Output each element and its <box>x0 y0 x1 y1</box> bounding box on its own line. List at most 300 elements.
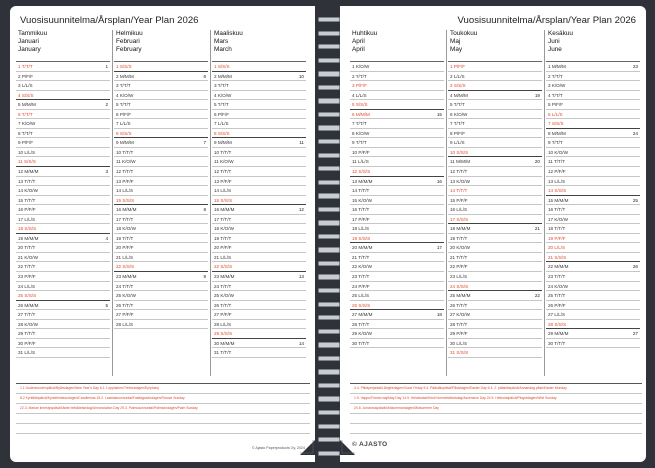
week-number: 10 <box>298 73 304 79</box>
column-divider <box>210 30 211 376</box>
day-row[interactable] <box>16 234 110 244</box>
day-label: 4 M/M/M <box>450 92 468 98</box>
day-label: 12 M/M/M <box>18 169 39 175</box>
month-name-sv: April <box>352 38 365 45</box>
month-header <box>546 30 640 62</box>
day-row[interactable] <box>350 177 444 187</box>
day-row[interactable] <box>448 205 542 215</box>
day-label: 14 L/L/S <box>116 188 134 194</box>
day-row[interactable] <box>16 205 110 215</box>
day-row[interactable] <box>546 186 640 196</box>
holiday-note-line <box>350 424 642 434</box>
month-name-sv: Maj <box>450 38 461 45</box>
day-row[interactable] <box>546 81 640 91</box>
day-row[interactable] <box>448 272 542 282</box>
month-name-fi: Kesäkuu <box>548 30 573 37</box>
day-row[interactable] <box>546 177 640 187</box>
day-row[interactable] <box>114 81 208 91</box>
holiday-note-line <box>16 414 310 424</box>
day-row[interactable] <box>546 215 640 225</box>
day-row[interactable] <box>16 167 110 177</box>
day-label: 24 T/T/T <box>214 283 232 289</box>
day-row[interactable] <box>546 100 640 110</box>
day-row[interactable] <box>448 129 542 139</box>
binding-ring <box>318 125 340 130</box>
day-label: 2 M/M/M <box>214 73 232 79</box>
day-row[interactable] <box>114 310 208 320</box>
day-row[interactable] <box>350 110 444 120</box>
month-name-fi: Tammikuu <box>18 30 48 37</box>
day-label: 7 L/L/S <box>116 121 131 127</box>
day-row[interactable] <box>114 138 208 148</box>
day-row[interactable] <box>114 119 208 129</box>
week-number: 18 <box>436 312 442 318</box>
day-row[interactable] <box>448 329 542 339</box>
day-row[interactable] <box>16 119 110 129</box>
day-row[interactable] <box>350 339 444 349</box>
day-label: 30 M/M/M <box>214 340 235 346</box>
binding-ring <box>318 342 340 347</box>
day-label: 20 M/M/M <box>352 245 373 251</box>
day-row[interactable] <box>114 186 208 196</box>
day-row[interactable] <box>114 215 208 225</box>
holiday-note-line: 20.6. Juhannuspäivä/Midsommardagen/Midsummer Day <box>350 404 642 414</box>
day-row[interactable] <box>114 100 208 110</box>
day-row[interactable] <box>350 148 444 158</box>
day-row[interactable] <box>546 62 640 72</box>
day-row[interactable] <box>448 253 542 263</box>
day-row[interactable] <box>546 196 640 206</box>
day-row[interactable] <box>448 262 542 272</box>
day-row[interactable] <box>350 81 444 91</box>
binding-ring <box>318 383 340 388</box>
day-row[interactable] <box>114 110 208 120</box>
day-row[interactable] <box>212 262 306 272</box>
day-row[interactable] <box>16 243 110 253</box>
day-row[interactable] <box>546 329 640 339</box>
day-label: 8 P/F/F <box>450 130 466 136</box>
binding-ring <box>318 44 340 49</box>
day-label: 7 T/T/T <box>450 121 465 127</box>
week-number: 11 <box>299 140 304 146</box>
day-row[interactable] <box>546 339 640 349</box>
day-row[interactable] <box>114 320 208 330</box>
day-row[interactable] <box>212 129 306 139</box>
binding-ring <box>318 180 340 185</box>
day-row[interactable] <box>350 272 444 282</box>
day-row[interactable] <box>448 310 542 320</box>
day-row[interactable] <box>212 291 306 301</box>
day-row[interactable] <box>350 91 444 101</box>
day-label: 5 M/M/M <box>18 102 36 108</box>
day-label: 21 T/T/T <box>450 254 468 260</box>
day-row[interactable] <box>212 282 306 292</box>
day-row[interactable] <box>212 100 306 110</box>
day-row[interactable] <box>448 177 542 187</box>
day-row[interactable] <box>546 72 640 82</box>
binding-ring <box>318 329 340 334</box>
day-label: 9 M/M/M <box>214 140 232 146</box>
day-row[interactable] <box>546 167 640 177</box>
day-row[interactable] <box>114 72 208 82</box>
binding-ring <box>318 153 340 158</box>
day-row[interactable] <box>350 129 444 139</box>
day-label: 25 S/S/S <box>18 293 37 299</box>
day-label: 27 M/M/M <box>352 312 373 318</box>
day-row[interactable] <box>448 348 542 358</box>
day-label: 23 L/L/S <box>450 274 468 280</box>
binding-ring <box>318 31 340 36</box>
column-divider <box>544 30 545 376</box>
holiday-note-line: 1.1 Uudenvuodenpäivä/Nyårsdagen/New Year's Day 6.1. Loppiainen/Trettondagen/Epiphany <box>16 384 310 394</box>
binding-ring <box>318 396 340 401</box>
day-label: 8 T/T/T <box>18 130 33 136</box>
day-row[interactable] <box>114 243 208 253</box>
day-label: 25 T/T/T <box>548 293 566 299</box>
day-row[interactable] <box>114 167 208 177</box>
day-row[interactable] <box>114 91 208 101</box>
day-label: 1 P/F/F <box>450 64 466 69</box>
day-label: 4 K/O/W <box>116 92 134 98</box>
day-label: 19 T/T/T <box>214 235 232 241</box>
day-label: 6 M/M/M <box>352 111 370 117</box>
ajasto-logo: © AJASTO <box>352 441 388 448</box>
day-row[interactable] <box>448 224 542 234</box>
day-row[interactable] <box>16 272 110 282</box>
day-row[interactable] <box>212 138 306 148</box>
day-label: 11 S/S/S <box>18 159 36 165</box>
day-row[interactable] <box>448 301 542 311</box>
day-row[interactable] <box>448 81 542 91</box>
day-row[interactable] <box>546 91 640 101</box>
day-row[interactable] <box>448 167 542 177</box>
day-label: 10 L/L/S <box>18 149 36 155</box>
day-label: 27 P/F/F <box>116 312 134 318</box>
day-row[interactable] <box>546 301 640 311</box>
day-row[interactable] <box>350 157 444 167</box>
week-number: 25 <box>632 197 638 203</box>
day-label: 15 T/T/T <box>18 197 36 203</box>
binding-ring <box>318 98 340 103</box>
day-row[interactable] <box>546 291 640 301</box>
day-row[interactable] <box>212 186 306 196</box>
day-row[interactable] <box>212 339 306 349</box>
day-row[interactable] <box>448 215 542 225</box>
day-row[interactable] <box>16 110 110 120</box>
day-row[interactable] <box>16 215 110 225</box>
day-row[interactable] <box>546 310 640 320</box>
day-row[interactable] <box>448 138 542 148</box>
day-label: 6 P/F/F <box>214 111 230 117</box>
day-label: 2 T/T/T <box>352 73 367 79</box>
month-name-fi: Helmikuu <box>116 30 143 37</box>
day-label: 12 T/T/T <box>116 169 134 175</box>
week-number: 8 <box>203 207 206 213</box>
day-label: 14 T/T/T <box>352 188 370 194</box>
binding-ring <box>318 451 340 456</box>
day-row[interactable] <box>546 129 640 139</box>
column-divider <box>112 30 113 376</box>
day-row[interactable] <box>16 157 110 167</box>
day-row[interactable] <box>114 205 208 215</box>
month-header <box>350 30 444 62</box>
day-row[interactable] <box>16 100 110 110</box>
day-row[interactable] <box>546 110 640 120</box>
day-row[interactable] <box>448 62 542 72</box>
day-row[interactable] <box>114 196 208 206</box>
day-row[interactable] <box>114 177 208 187</box>
day-row[interactable] <box>114 301 208 311</box>
day-row[interactable] <box>212 348 306 358</box>
day-row[interactable] <box>350 196 444 206</box>
day-label: 26 T/T/T <box>116 302 134 308</box>
day-row[interactable] <box>16 72 110 82</box>
day-row[interactable] <box>212 272 306 282</box>
day-row[interactable] <box>16 310 110 320</box>
day-row[interactable] <box>114 253 208 263</box>
day-row[interactable] <box>16 129 110 139</box>
day-row[interactable] <box>16 196 110 206</box>
day-row[interactable] <box>448 100 542 110</box>
day-label: 6 L/L/S <box>548 111 563 117</box>
day-row[interactable] <box>114 272 208 282</box>
day-row[interactable] <box>212 215 306 225</box>
day-row[interactable] <box>212 91 306 101</box>
day-row[interactable] <box>448 291 542 301</box>
day-label: 18 M/M/M <box>450 226 471 232</box>
day-row[interactable] <box>546 119 640 129</box>
day-row[interactable] <box>16 81 110 91</box>
day-row[interactable] <box>114 262 208 272</box>
day-label: 21 L/L/S <box>214 254 232 260</box>
month-name-en: April <box>352 46 365 53</box>
day-label: 19 M/M/M <box>18 235 39 241</box>
day-label: 4 L/L/S <box>352 92 367 98</box>
day-row[interactable] <box>16 253 110 263</box>
day-row[interactable] <box>16 177 110 187</box>
binding-ring <box>318 193 340 198</box>
day-row[interactable] <box>546 282 640 292</box>
spiral-binding <box>315 6 340 462</box>
day-label: 25 L/L/S <box>352 293 370 299</box>
day-label: 27 K/O/W <box>450 312 470 318</box>
month-header <box>212 30 306 62</box>
day-row[interactable] <box>16 339 110 349</box>
day-row[interactable] <box>16 62 110 72</box>
day-row[interactable] <box>350 72 444 82</box>
day-row[interactable] <box>448 282 542 292</box>
day-row[interactable] <box>448 119 542 129</box>
day-row[interactable] <box>350 205 444 215</box>
day-label: 20 P/F/F <box>116 245 134 251</box>
day-row[interactable] <box>546 262 640 272</box>
day-row[interactable] <box>16 224 110 234</box>
day-label: 3 K/O/W <box>548 83 566 89</box>
day-row[interactable] <box>114 129 208 139</box>
day-row[interactable] <box>350 167 444 177</box>
day-row[interactable] <box>350 253 444 263</box>
day-row[interactable] <box>448 148 542 158</box>
day-label: 3 P/F/F <box>352 83 368 89</box>
day-label: 26 T/T/T <box>450 302 468 308</box>
day-row[interactable] <box>212 157 306 167</box>
day-label: 3 T/T/T <box>116 83 131 89</box>
day-row[interactable] <box>448 234 542 244</box>
day-row[interactable] <box>114 157 208 167</box>
binding-ring <box>318 410 340 415</box>
day-row[interactable] <box>546 224 640 234</box>
day-row[interactable] <box>212 243 306 253</box>
day-label: 23 T/T/T <box>352 274 370 280</box>
day-row[interactable] <box>448 91 542 101</box>
day-row[interactable] <box>16 291 110 301</box>
week-number: 23 <box>632 64 638 69</box>
day-row[interactable] <box>16 320 110 330</box>
day-row[interactable] <box>212 329 306 339</box>
day-row[interactable] <box>350 119 444 129</box>
day-row[interactable] <box>212 110 306 120</box>
day-label: 30 T/T/T <box>548 340 566 346</box>
day-row[interactable] <box>212 253 306 263</box>
day-row[interactable] <box>114 291 208 301</box>
binding-ring <box>318 247 340 252</box>
day-label: 19 S/S/S <box>352 235 371 241</box>
day-row[interactable] <box>350 138 444 148</box>
day-row[interactable] <box>212 148 306 158</box>
day-row[interactable] <box>212 320 306 330</box>
day-row[interactable] <box>448 72 542 82</box>
day-row[interactable] <box>114 224 208 234</box>
day-label: 3 L/L/S <box>18 83 33 89</box>
day-row[interactable] <box>350 301 444 311</box>
binding-ring <box>318 71 340 76</box>
day-row[interactable] <box>546 253 640 263</box>
day-row[interactable] <box>350 186 444 196</box>
day-row[interactable] <box>448 157 542 167</box>
day-row[interactable] <box>212 167 306 177</box>
day-label: 25 K/O/W <box>214 293 234 299</box>
copyright-text: © Ajasto Paperproducts Oy, 2024 <box>251 446 305 450</box>
day-row[interactable] <box>16 148 110 158</box>
day-row[interactable] <box>212 119 306 129</box>
day-label: 9 T/T/T <box>352 140 367 146</box>
day-label: 21 K/O/W <box>18 254 38 260</box>
day-label: 25 M/M/M <box>450 293 471 299</box>
day-row[interactable] <box>350 243 444 253</box>
day-row[interactable] <box>350 262 444 272</box>
day-row[interactable] <box>212 72 306 82</box>
day-row[interactable] <box>350 224 444 234</box>
day-row[interactable] <box>546 234 640 244</box>
binding-ring <box>318 437 340 442</box>
day-label: 28 T/T/T <box>352 321 370 327</box>
day-row[interactable] <box>114 148 208 158</box>
day-row[interactable] <box>16 262 110 272</box>
day-row[interactable] <box>546 243 640 253</box>
day-label: 24 T/T/T <box>116 283 134 289</box>
day-row[interactable] <box>350 291 444 301</box>
day-row[interactable] <box>16 348 110 358</box>
day-label: 26 M/M/M <box>18 302 39 308</box>
day-row[interactable] <box>350 215 444 225</box>
day-row[interactable] <box>16 138 110 148</box>
day-row[interactable] <box>16 186 110 196</box>
day-row[interactable] <box>546 138 640 148</box>
day-row[interactable] <box>212 62 306 72</box>
day-label: 1 T/T/T <box>18 64 33 69</box>
day-row[interactable] <box>350 310 444 320</box>
day-row[interactable] <box>350 282 444 292</box>
day-row[interactable] <box>546 157 640 167</box>
day-label: 13 M/M/M <box>352 178 373 184</box>
day-label: 9 L/L/S <box>450 140 465 146</box>
day-row[interactable] <box>212 177 306 187</box>
day-label: 22 S/S/S <box>116 264 135 270</box>
day-row[interactable] <box>114 282 208 292</box>
day-label: 20 T/T/T <box>18 245 36 251</box>
day-label: 8 K/O/W <box>352 130 370 136</box>
day-label: 5 S/S/S <box>352 102 368 108</box>
day-row[interactable] <box>448 339 542 349</box>
day-label: 6 P/F/F <box>116 111 132 117</box>
day-row[interactable] <box>350 100 444 110</box>
day-row[interactable] <box>16 329 110 339</box>
day-row[interactable] <box>546 205 640 215</box>
day-label: 6 K/O/W <box>450 111 468 117</box>
day-row[interactable] <box>114 62 208 72</box>
day-row[interactable] <box>212 234 306 244</box>
day-label: 13 P/F/F <box>116 178 134 184</box>
day-label: 11 M/M/M <box>450 159 471 165</box>
day-row[interactable] <box>350 234 444 244</box>
day-row[interactable] <box>212 81 306 91</box>
day-row[interactable] <box>114 234 208 244</box>
day-label: 24 P/F/F <box>352 283 370 289</box>
day-row[interactable] <box>350 320 444 330</box>
day-label: 10 S/S/S <box>450 149 469 155</box>
day-row[interactable] <box>448 243 542 253</box>
day-row[interactable] <box>212 224 306 234</box>
day-row[interactable] <box>448 110 542 120</box>
month-name-sv: Juni <box>548 38 560 45</box>
left-page-title: Vuosisuunnitelma/Årsplan/Year Plan 2026 <box>20 15 199 26</box>
day-row[interactable] <box>212 301 306 311</box>
day-row[interactable] <box>448 186 542 196</box>
day-row[interactable] <box>16 91 110 101</box>
day-label: 8 S/S/S <box>214 130 230 136</box>
day-label: 24 K/O/W <box>548 283 568 289</box>
day-row[interactable] <box>16 282 110 292</box>
day-row[interactable] <box>16 301 110 311</box>
month-name-en: June <box>548 46 562 53</box>
day-label: 3 S/S/S <box>450 83 466 89</box>
day-label: 5 P/F/F <box>548 102 564 108</box>
day-label: 30 T/T/T <box>352 340 370 346</box>
day-row[interactable] <box>546 320 640 330</box>
day-row[interactable] <box>212 196 306 206</box>
day-row[interactable] <box>448 196 542 206</box>
day-row[interactable] <box>350 62 444 72</box>
day-row[interactable] <box>212 205 306 215</box>
day-row[interactable] <box>546 148 640 158</box>
day-label: 13 L/L/S <box>548 178 566 184</box>
holiday-note-line: 3.4. Pitkäperjantai/Långfredagen/Good Friday 5.4. Pääsiäispäivä/Påskdagen/Easter Day 6.4. 2. pääsiäispäivä/Annandag påsk/Easter Monday <box>350 384 642 394</box>
day-row[interactable] <box>448 320 542 330</box>
day-row[interactable] <box>350 329 444 339</box>
day-row[interactable] <box>212 310 306 320</box>
day-label: 7 K/O/W <box>18 121 36 127</box>
day-row[interactable] <box>546 272 640 282</box>
